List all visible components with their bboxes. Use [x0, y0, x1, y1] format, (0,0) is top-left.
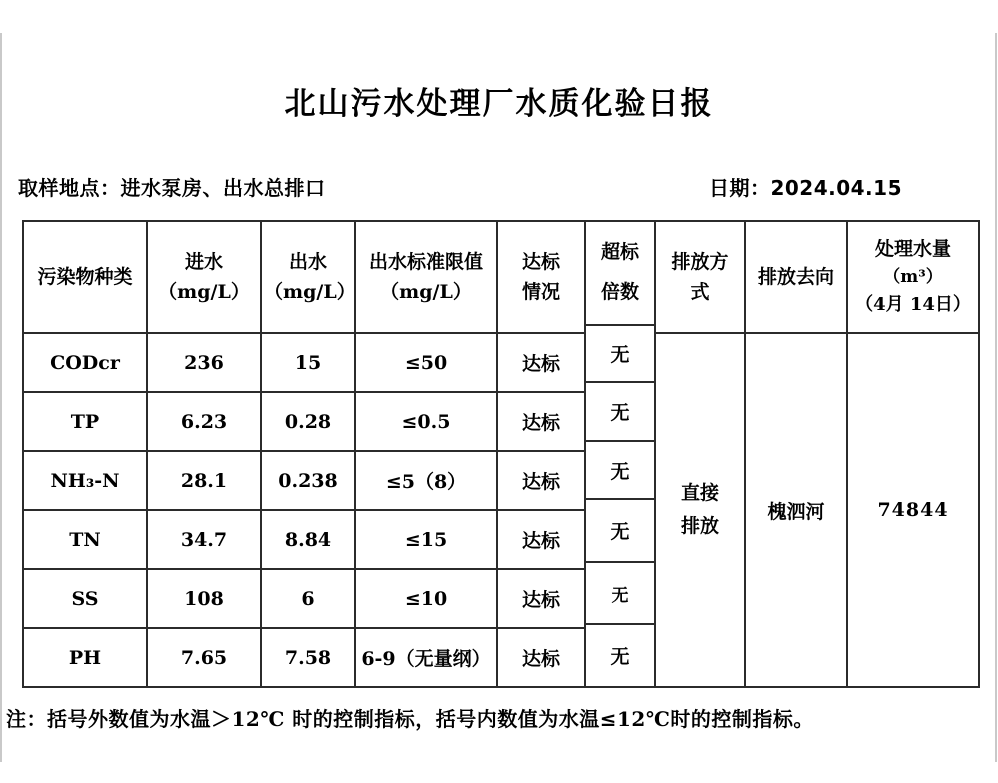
header-discharge-method: 排放方 式: [655, 221, 745, 333]
cell-limit: ≤50: [355, 333, 497, 392]
header-limit: 出水标准限值 （mg/L）: [355, 221, 497, 333]
exceedance-subgrid: [586, 222, 654, 686]
cell-pollutant: PH: [23, 628, 147, 687]
cell-influent: 34.7: [147, 510, 261, 569]
cell-exceedance: 无: [610, 646, 630, 668]
cell-exceedance: 无: [586, 383, 654, 442]
cell-pollutant: CODcr: [23, 333, 147, 392]
cell-influent: 6.23: [147, 392, 261, 451]
cell-compliance: 达标: [497, 510, 585, 569]
cell-effluent: 7.58: [261, 628, 355, 687]
info-row: [18, 172, 902, 201]
sampling-location-label: 取样地点：进水泵房、出水总排口: [18, 176, 326, 200]
cell-effluent: 15: [261, 333, 355, 392]
cell-effluent: 6: [261, 569, 355, 628]
cell-limit: ≤15: [355, 510, 497, 569]
header-effluent: 出水 （mg/L）: [261, 221, 355, 333]
cell-compliance: 达标: [497, 392, 585, 451]
page-left-edge: [0, 33, 2, 762]
footnote: 注：括号外数值为水温＞12℃ 时的控制指标，括号内数值为水温≤12℃时的控制指标。: [6, 707, 814, 731]
cell-influent: 108: [147, 569, 261, 628]
cell-limit: ≤5（8）: [355, 451, 497, 510]
report-date-label: 日期：2024.04.15: [708, 176, 902, 200]
cell-exceedance: 无: [586, 563, 654, 625]
cell-pollutant: TP: [23, 392, 147, 451]
cell-exceedance: 无: [586, 500, 654, 563]
header-pollutant: 污染物种类: [23, 221, 147, 333]
page-right-edge: [995, 33, 997, 762]
cell-influent: 236: [147, 333, 261, 392]
header-treated-volume: 处理水量 （m³） （4月 14日）: [847, 221, 979, 333]
table-row: [23, 333, 979, 392]
column-exceedance: [585, 221, 655, 687]
cell-discharge-destination: 槐泗河: [745, 333, 847, 687]
cell-influent: 28.1: [147, 451, 261, 510]
cell-pollutant: TN: [23, 510, 147, 569]
cell-compliance: 达标: [497, 569, 585, 628]
cell-compliance: 达标: [497, 628, 585, 687]
cell-treated-volume: 74844: [847, 333, 979, 687]
page-title: 北山污水处理厂水质化验日报: [284, 86, 714, 122]
cell-limit: ≤10: [355, 569, 497, 628]
cell-effluent: 0.238: [261, 451, 355, 510]
cell-compliance: 达标: [497, 451, 585, 510]
header-exceedance: 超标 倍数: [586, 222, 654, 326]
header-discharge-destination: 排放去向: [745, 221, 847, 333]
cell-limit: ≤0.5: [355, 392, 497, 451]
cell-effluent: 0.28: [261, 392, 355, 451]
table-header-row: [23, 221, 979, 333]
cell-pollutant: SS: [23, 569, 147, 628]
water-quality-table: [22, 220, 980, 688]
cell-discharge-method: 直接 排放: [655, 333, 745, 687]
cell-exceedance: 无: [586, 326, 654, 383]
cell-compliance: 达标: [497, 333, 585, 392]
header-influent: 进水 （mg/L）: [147, 221, 261, 333]
cell-influent: 7.65: [147, 628, 261, 687]
header-compliance: 达标 情况: [497, 221, 585, 333]
cell-pollutant: NH₃-N: [23, 451, 147, 510]
cell-limit: 6-9（无量纲）: [355, 628, 497, 687]
cell-effluent: 8.84: [261, 510, 355, 569]
cell-exceedance: 无: [586, 442, 654, 500]
